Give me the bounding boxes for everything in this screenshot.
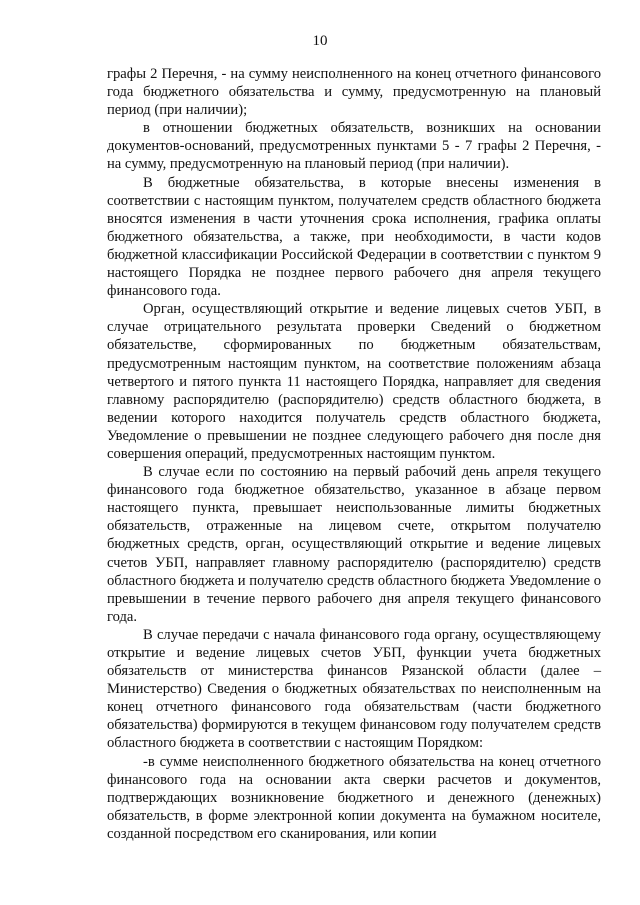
paragraph: В бюджетные обязательства, в которые внесены изменения в соответствии с настоящим пунктом, получателем средств областного бюджета вносятся изменения в части уточнения срока исполнения, графика оплаты бюджетного обязательства, а также, при необходимости, в части кодов бюджетной классификации Российской Федерации в соответствии с пунктом 9 настоящего Порядка не позднее первого рабочего дня апреля текущего финансового года. xyxy=(107,174,601,300)
paragraph: графы 2 Перечня, - на сумму неисполненного на конец отчетного финансового года бюджетного обязательства и сумму, предусмотренную на плановый период (при наличии); xyxy=(107,66,601,119)
paragraph: -в сумме неисполненного бюджетного обязательства на конец отчетного финансового года на основании акта сверки расчетов и документов, подтверждающих возникновение бюджетного и денежного (денежных) обязательств, в форме электронной копии документа на бумажном носителе, созданной посредством его сканирования, или копии xyxy=(107,753,601,842)
paragraph: в отношении бюджетных обязательств, возникших на основании документов-оснований, предусмотренных пунктами 5 - 7 графы 2 Перечня, - на сумму, предусмотренную на плановый период (при наличии). xyxy=(107,120,601,173)
paragraph: Орган, осуществляющий открытие и ведение лицевых счетов УБП, в случае отрицательного результата проверки Сведений о бюджетном обязательстве, сформированных по бюджетным обязательствам, предусмотренным настоящим пунктом, на соответствие положениям абзаца четвертого и пятого пункта 11 настоящего Порядка, направляет для сведения главному распорядителю (распорядителю) средств областного бюджета, в ведении которого находится получатель средств областного бюджета, Уведомление о превышении не позднее следующего рабочего дня после дня совершения операций, предусмотренных настоящим пунктом. xyxy=(107,301,601,462)
paragraph: В случае если по состоянию на первый рабочий день апреля текущего финансового года бюджетное обязательство, указанное в абзаце первом настоящего пункта, превышает неиспользованные лимиты бюджетных обязательств, отраженные на лицевом счете, открытом получателю бюджетных средств, орган, осуществляющий открытие и ведение лицевых счетов УБП, направляет главному распорядителю (распорядителю) средств областного бюджета и получателю средств областного бюджета Уведомление о превышении в течение первого рабочего дня апреля текущего финансового года. xyxy=(107,464,601,625)
paragraph: В случае передачи с начала финансового года органу, осуществляющему открытие и ведение лицевых счетов УБП, функции учета бюджетных обязательств от министерства финансов Рязанской области (далее – Министерство) Сведения о бюджетных обязательствах по неисполненным на конец отчетного финансового года обязательствам (части бюджетного обязательства) формируются в текущем финансовом году получателем средств областного бюджета в соответствии с настоящим Порядком: xyxy=(107,626,601,752)
page-number: 10 xyxy=(312,33,328,49)
document-body xyxy=(107,65,601,843)
